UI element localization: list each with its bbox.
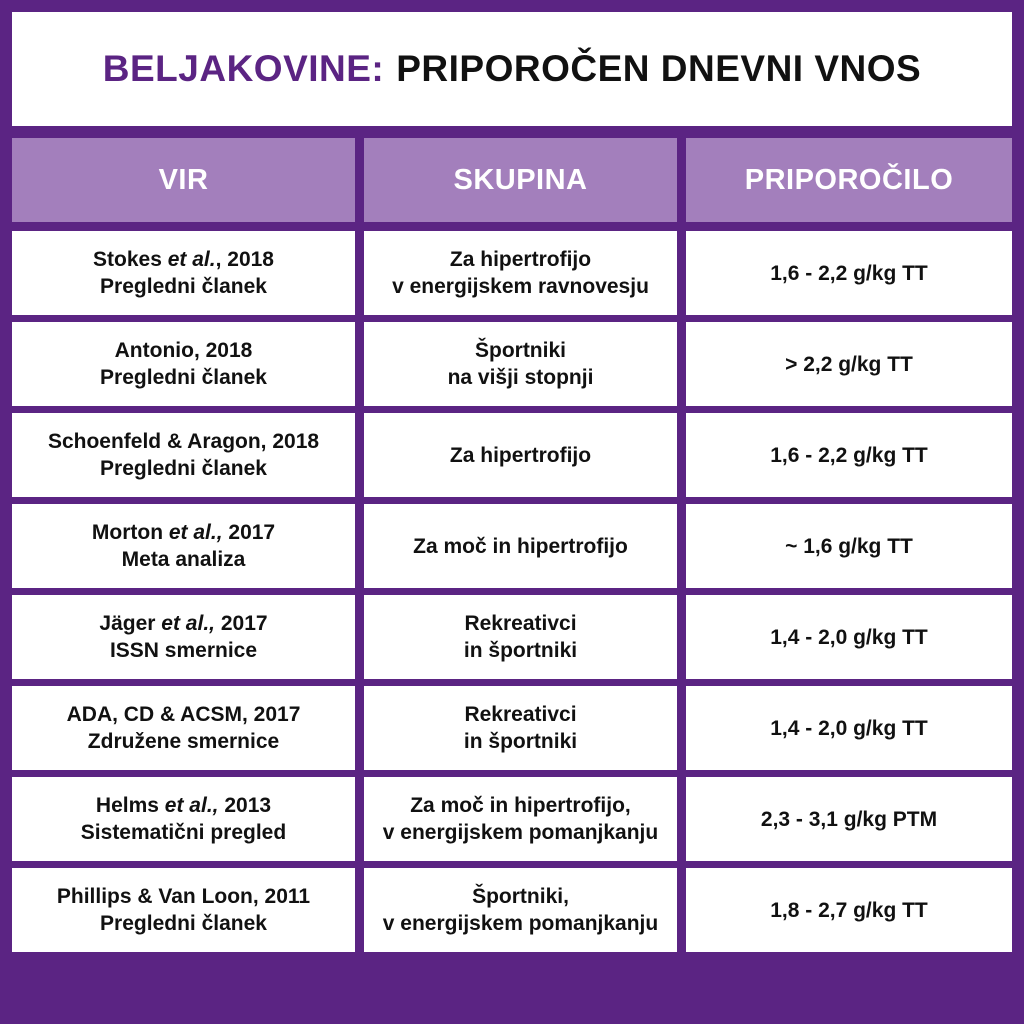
table-row (12, 777, 1012, 861)
vir-type: ISSN smernice (109, 639, 258, 662)
vir-year: 2017 (222, 521, 276, 544)
vir-etal: et al., (161, 612, 215, 635)
skupina-line-1: Za moč in hipertrofijo, (410, 794, 631, 817)
skupina-line-1: Športniki (474, 339, 566, 362)
skupina-cell (364, 231, 677, 315)
vir-source (115, 337, 253, 364)
title-accent: BELJAKOVINE: (102, 48, 385, 89)
vir-type: Pregledni članek (100, 457, 267, 480)
vir-author: Helms (95, 794, 165, 817)
skupina-line-1: Športniki, (472, 885, 569, 908)
vir-source (96, 792, 271, 819)
vir-etal: et al., (168, 521, 223, 544)
vir-cell (12, 595, 355, 679)
skupina-line-1: Za hipertrofijo (449, 248, 592, 271)
vir-year: 2013 (218, 794, 272, 817)
skupina-line-1: Za hipertrofijo (449, 443, 592, 467)
vir-type: Pregledni članek (100, 912, 267, 935)
vir-source (92, 519, 275, 546)
table-row (12, 868, 1012, 952)
table-row (12, 686, 1012, 770)
title-text: PRIPOROČEN DNEVNI VNOS (396, 48, 922, 89)
vir-cell (12, 504, 355, 588)
header-skupina: SKUPINA (364, 138, 677, 222)
vir-author: Jäger (99, 612, 162, 635)
header-vir: VIR (12, 138, 355, 222)
vir-etal: et al., (164, 794, 219, 817)
table-row (12, 413, 1012, 497)
vir-cell (12, 868, 355, 952)
skupina-line-2: in športniki (463, 730, 578, 753)
vir-author: Phillips & Van Loon, 2011 (56, 885, 311, 908)
vir-cell (12, 322, 355, 406)
skupina-cell (364, 504, 677, 588)
vir-source (99, 610, 267, 637)
skupina-line-2: v energijskem pomanjkanju (382, 912, 659, 935)
vir-type: Pregledni članek (100, 366, 267, 389)
table-header (12, 138, 1012, 222)
skupina-cell (364, 595, 677, 679)
title-box (12, 12, 1012, 126)
vir-author: Antonio, 2018 (114, 339, 253, 362)
vir-source (48, 428, 319, 455)
vir-cell (12, 686, 355, 770)
skupina-line-2: in športniki (463, 639, 578, 662)
vir-source (57, 883, 310, 910)
priporocilo-cell: 1,4 - 2,0 g/kg TT (686, 595, 1012, 679)
skupina-line-1: Za moč in hipertrofijo (413, 534, 628, 558)
skupina-cell (364, 777, 677, 861)
vir-cell (12, 231, 355, 315)
vir-type: Združene smernice (87, 730, 280, 753)
vir-cell (12, 777, 355, 861)
vir-cell (12, 413, 355, 497)
vir-type: Pregledni članek (100, 275, 267, 298)
priporocilo-cell: ~ 1,6 g/kg TT (686, 504, 1012, 588)
table-row (12, 504, 1012, 588)
vir-author: Stokes (93, 248, 162, 271)
vir-author: Morton (91, 521, 169, 544)
table-row (12, 231, 1012, 315)
vir-type: Sistematični pregled (80, 821, 287, 844)
vir-source (67, 701, 301, 728)
skupina-cell (364, 686, 677, 770)
vir-author: ADA, CD & ACSM, 2017 (66, 703, 301, 726)
skupina-line-1: Rekreativci (464, 703, 577, 726)
vir-year: , 2018 (215, 248, 274, 271)
vir-author: Schoenfeld & Aragon, 2018 (47, 430, 320, 453)
vir-type: Meta analiza (121, 548, 246, 571)
skupina-line-2: v energijskem pomanjkanju (382, 821, 659, 844)
skupina-cell (364, 413, 677, 497)
skupina-line-1: Rekreativci (464, 612, 577, 635)
priporocilo-cell: 1,6 - 2,2 g/kg TT (686, 231, 1012, 315)
vir-year: 2017 (215, 612, 268, 635)
skupina-cell (364, 322, 677, 406)
priporocilo-cell: 1,4 - 2,0 g/kg TT (686, 686, 1012, 770)
table-row (12, 322, 1012, 406)
table-row (12, 595, 1012, 679)
vir-etal: et al. (167, 248, 216, 271)
priporocilo-cell: > 2,2 g/kg TT (686, 322, 1012, 406)
vir-source (93, 246, 274, 273)
skupina-line-2: v energijskem ravnovesju (392, 275, 649, 298)
skupina-line-2: na višji stopnji (447, 366, 594, 389)
skupina-cell (364, 868, 677, 952)
header-priporocilo: PRIPOROČILO (686, 138, 1012, 222)
priporocilo-cell: 1,8 - 2,7 g/kg TT (686, 868, 1012, 952)
priporocilo-cell: 2,3 - 3,1 g/kg PTM (686, 777, 1012, 861)
priporocilo-cell: 1,6 - 2,2 g/kg TT (686, 413, 1012, 497)
